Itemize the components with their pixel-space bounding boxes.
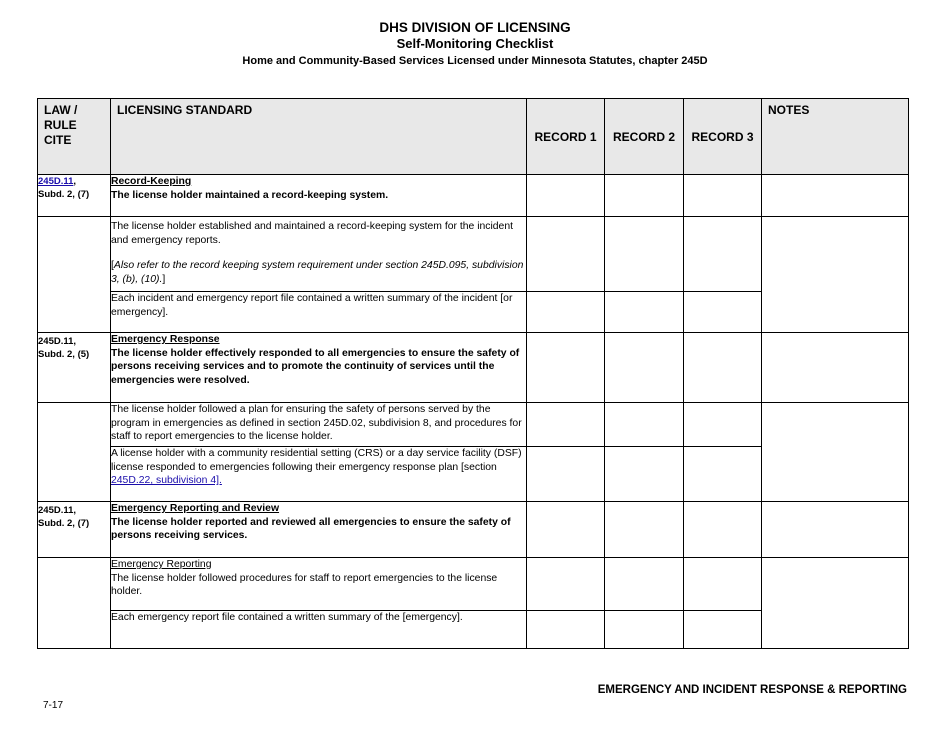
section-statement: The license holder reported and reviewed all emergencies to ensure the safety of persons receiving services. <box>111 516 511 541</box>
item-cell: The license holder established and maintained a record-keeping system for the incident and emergency reports. [Also refer to the record keeping system requirement under section 245D.095, subdivision 3, (b), (10).] <box>111 217 527 292</box>
standard-cell <box>111 333 527 403</box>
record-1-header: RECORD 1 <box>527 99 605 175</box>
checklist-table <box>37 98 909 649</box>
record-3-cell[interactable] <box>684 175 762 217</box>
record-3-cell[interactable] <box>684 333 762 403</box>
item-row <box>38 558 909 611</box>
notes-header: NOTES <box>762 99 909 175</box>
record-1-cell[interactable] <box>527 175 605 217</box>
record-3-cell[interactable] <box>684 447 762 502</box>
record-3-cell[interactable] <box>684 217 762 292</box>
record-2-cell[interactable] <box>605 292 684 333</box>
record-3-cell[interactable] <box>684 292 762 333</box>
record-2-cell[interactable] <box>605 558 684 611</box>
record-2-cell[interactable] <box>605 333 684 403</box>
record-2-cell[interactable] <box>605 175 684 217</box>
item-row <box>38 217 909 292</box>
record-1-cell[interactable] <box>527 292 605 333</box>
record-2-header: RECORD 2 <box>605 99 684 175</box>
cite-cell: 245D.11, Subd. 2, (7) <box>38 175 111 217</box>
item-cell: The license holder followed a plan for ensuring the safety of persons served by the program in emergencies as defined in section 245D.02, subdivision 8, and procedures for staff to report emergencies to the license holder. <box>111 403 527 447</box>
cite-cell-empty <box>38 403 111 502</box>
section-statement: The license holder maintained a record-keeping system. <box>111 189 389 201</box>
footer-section-title: EMERGENCY AND INCIDENT RESPONSE & REPORTING <box>597 684 907 696</box>
standard-cell <box>111 502 527 558</box>
item-cell: A license holder with a community residential setting (CRS) or a day service facility (DSF) license responded to emergencies following their emergency response plan [section 245D.22, subdivision 4]. <box>111 447 527 502</box>
cite-cell: 245D.11, Subd. 2, (7) <box>38 502 111 558</box>
cite-cell-empty <box>38 558 111 649</box>
item-cell: Each incident and emergency report file contained a written summary of the incident [or emergency]. <box>111 292 527 333</box>
record-3-cell[interactable] <box>684 558 762 611</box>
page-number: 7-17 <box>43 700 64 711</box>
law-rule-cite-header: LAW / RULE CITE <box>38 99 111 175</box>
standard-cell <box>111 175 527 217</box>
record-2-cell[interactable] <box>605 611 684 649</box>
item-row <box>38 403 909 447</box>
record-1-cell[interactable] <box>527 558 605 611</box>
section-link-245d22[interactable]: 245D.22, subdivision 4]. <box>111 475 222 486</box>
record-3-header: RECORD 3 <box>684 99 762 175</box>
record-3-cell[interactable] <box>684 611 762 649</box>
cite-link-245d11[interactable]: 245D.11 <box>38 176 74 187</box>
notes-cell[interactable] <box>762 502 909 558</box>
licensing-standard-header: LICENSING STANDARD <box>111 99 527 175</box>
cite-cell-empty <box>38 217 111 333</box>
record-2-cell[interactable] <box>605 217 684 292</box>
notes-cell[interactable] <box>762 217 909 333</box>
document-description: Home and Community-Based Services Licensed under Minnesota Statutes, chapter 245D <box>242 55 708 67</box>
section-row-emergency-response <box>38 333 909 403</box>
record-1-cell[interactable] <box>527 217 605 292</box>
record-1-cell[interactable] <box>527 502 605 558</box>
record-2-cell[interactable] <box>605 447 684 502</box>
section-heading: Emergency Reporting and Review <box>111 503 280 514</box>
notes-cell[interactable] <box>762 558 909 649</box>
item-subheading: Emergency Reporting <box>111 559 212 570</box>
record-1-cell[interactable] <box>527 447 605 502</box>
record-2-cell[interactable] <box>605 403 684 447</box>
notes-cell[interactable] <box>762 403 909 502</box>
record-1-cell[interactable] <box>527 611 605 649</box>
record-3-cell[interactable] <box>684 403 762 447</box>
section-heading: Emergency Response <box>111 334 220 345</box>
section-row-record-keeping <box>38 175 909 217</box>
item-cell: Emergency Reporting The license holder followed procedures for staff to report emergencies to the license holder. <box>111 558 527 611</box>
document-header <box>0 20 950 69</box>
cite-cell: 245D.11, Subd. 2, (5) <box>38 333 111 403</box>
record-2-cell[interactable] <box>605 502 684 558</box>
item-cell: Each emergency report file contained a written summary of the [emergency]. <box>111 611 527 649</box>
notes-cell[interactable] <box>762 333 909 403</box>
record-1-cell[interactable] <box>527 333 605 403</box>
table-header-row <box>38 99 909 175</box>
section-heading: Record-Keeping <box>111 176 192 187</box>
record-1-cell[interactable] <box>527 403 605 447</box>
section-row-emergency-reporting-review <box>38 502 909 558</box>
document-subtitle: Self-Monitoring Checklist <box>396 36 554 51</box>
section-statement: The license holder effectively responded to all emergencies to ensure the safety of persons receiving services and to promote the continuity of services until the emergencies were resolved. <box>111 347 520 386</box>
record-3-cell[interactable] <box>684 502 762 558</box>
document-title: DHS DIVISION OF LICENSING <box>379 20 571 35</box>
notes-cell[interactable] <box>762 175 909 217</box>
